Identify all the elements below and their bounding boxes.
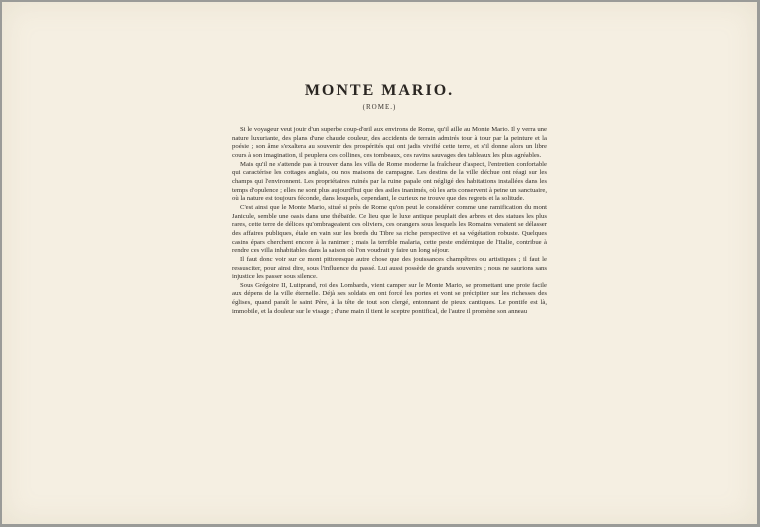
page-subtitle: (ROME.) <box>362 103 397 111</box>
paragraph: Mais qu'il ne s'attende pas à trouver dans les villa de Rome moderne la fraîcheur d'aspect, l'entretien confortable qui caractérise les cottages anglais, ou nos maisons de campagne. Les destins de la ville déchue ont réagi sur les champs qui l'environnent. Les propriétaires ruinés par la ruine papale ont négligé des habitations installées dans les temps d'opulence ; elles ne sont plus aujourd'hui que des asiles inanimés, où les arts conservent à peine un sanctuaire, où la nature est toujours féconde, dans lesquels, cependant, le curieux ne trouve que des regrets et la solitude. <box>232 160 547 203</box>
paragraph: Si le voyageur veut jouir d'un superbe coup-d'œil aux environs de Rome, qu'il aille au Monte Mario. Il y verra une nature luxuriante, des plans d'une chaude couleur, des accidents de terrain admirés tour à tour par la peinture et la poésie ; son âme s'exaltera au souvenir des prospérités qui ont jadis vivifié cette terre, et s'il donne alors un libre cours à son imagination, il peuplera ces collines, ces tombeaux, ces ravins sauvages des tableaux les plus agréables. <box>232 126 547 159</box>
paper-sheet <box>2 2 757 524</box>
paragraph: C'est ainsi que le Monte Mario, situé si près de Rome qu'on peut le considérer comme une ramification du mont Janicule, semble une oasis dans une thébaïde. Ce lieu que le luxe antique peuplait des arbres et des statues les plus rares, cette terre de délices qu'ombrageaient ces oliviers, ces orangers sous lesquels les Romains venaient se délasser des affaires publiques, étale en vain sur les bords du Tibre sa riche perspective et sa végétation robuste. Quelques casins épars cherchent encore à la ranimer ; mais la terrible malaria, cette peste endémique de l'Italie, contribue à rendre ces villa inhabitables dans la saison où l'on voudrait y faire un long séjour. <box>232 203 547 255</box>
paragraph: Sous Grégoire II, Luitprand, roi des Lombards, vient camper sur le Monte Mario, se promettant une proie facile aux dépens de la ville éternelle. Déjà ses soldats en ont forcé les portes et vont se précipiter sur les richesses des églises, quand paraît le saint Père, à la tête de tout son clergé, entonnant de pieux cantiques. Le pontife est là, immobile, et la douleur sur le visage ; d'une main il tient le sceptre pontifical, de l'autre il promène son anneau <box>232 281 547 315</box>
page-title: MONTE MARIO. <box>304 82 455 99</box>
body-text <box>232 126 547 316</box>
paragraph: Il faut donc voir sur ce mont pittoresque autre chose que des jouissances champêtres ou artistiques ; il faut le ressusciter, pour ainsi dire, sous l'influence du passé. Lui aussi possède de grands souvenirs ; nous ne saurions sans injustice les passer sous silence. <box>232 255 547 281</box>
